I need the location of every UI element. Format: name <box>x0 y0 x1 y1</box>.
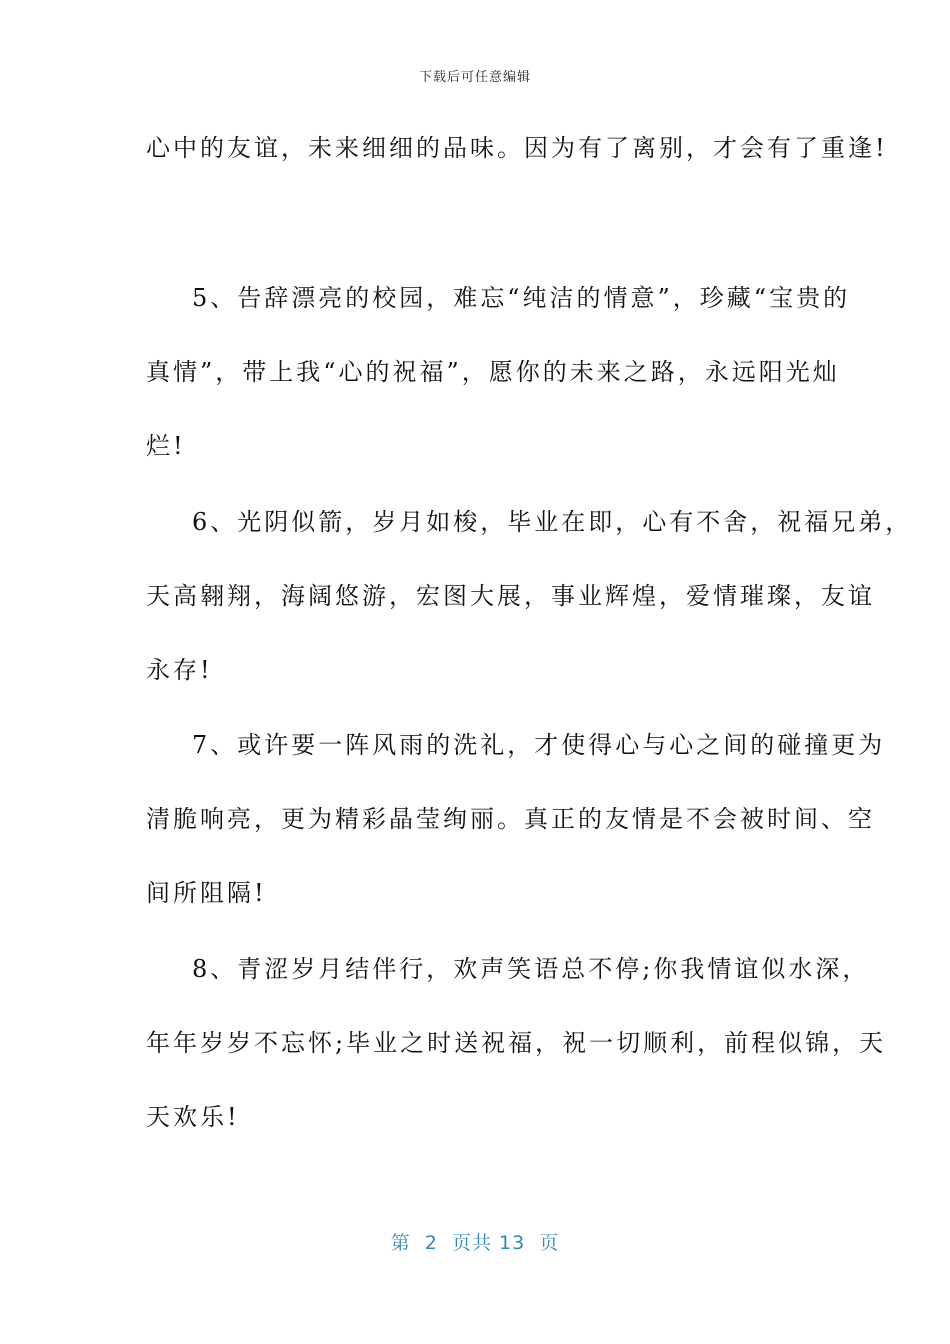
text-line: 8、青涩岁月结伴行，欢声笑语总不停;你我情谊似水深， <box>192 955 870 983</box>
text-line: 真情”，带上我“心的祝福”，愿你的未来之路，永远阳光灿 <box>146 358 840 386</box>
text-line: 天高翱翔，海阔悠游，宏图大展，事业辉煌，爱情璀璨，友谊 <box>146 582 875 610</box>
text-line: 7、或许要一阵风雨的洗礼，才使得心与心之间的碰撞更为 <box>192 731 886 759</box>
page-number-footer: 第 2 页共 13 页 <box>390 1232 560 1254</box>
text-line: 清脆响亮，更为精彩晶莹绚丽。真正的友情是不会被时间、空 <box>146 805 875 833</box>
text-line: 心中的友谊，未来细细的品味。因为有了离别，才会有了重逢! <box>146 134 888 162</box>
text-line: 烂! <box>146 432 186 460</box>
text-line: 5、告辞漂亮的校园，难忘“纯洁的情意”，珍藏“宝贵的 <box>192 284 851 312</box>
header-note: 下载后可任意编辑 <box>418 70 531 85</box>
text-line: 年年岁岁不忘怀;毕业之时送祝福，祝一切顺利，前程似锦，天 <box>146 1029 887 1057</box>
text-line: 间所阻隔! <box>146 879 267 907</box>
text-line: 永存! <box>146 656 213 684</box>
text-line: 6、光阴似箭，岁月如梭，毕业在即，心有不舍，祝福兄弟， <box>192 508 913 536</box>
text-line: 天欢乐! <box>146 1103 240 1131</box>
